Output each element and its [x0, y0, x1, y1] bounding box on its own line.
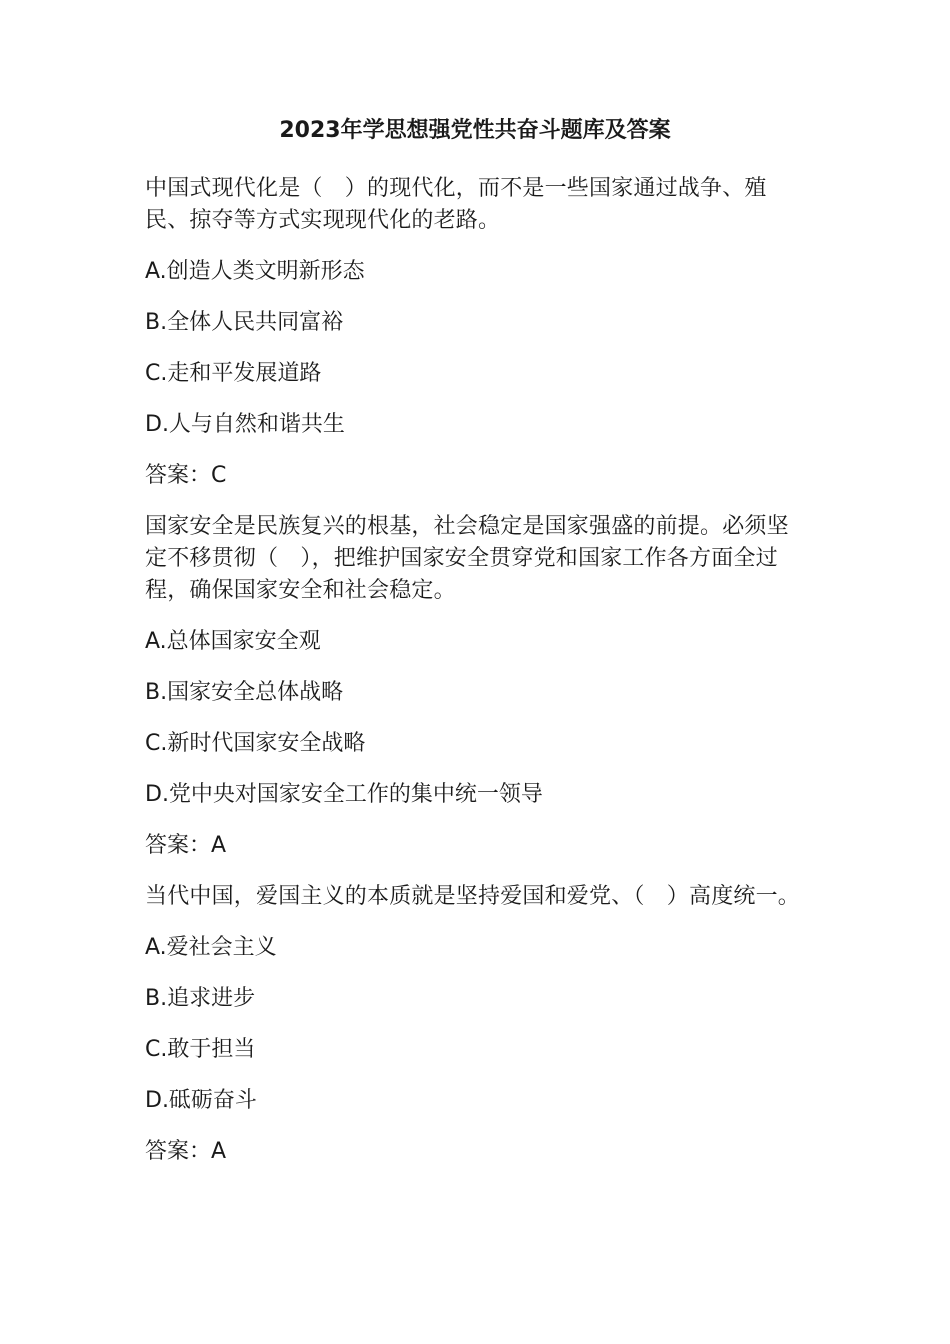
option-a: A.总体国家安全观: [145, 629, 321, 654]
option-c: C.走和平发展道路: [145, 361, 322, 386]
question-1: [145, 173, 805, 492]
answer-line: [145, 1136, 805, 1168]
answer-line: [145, 830, 805, 862]
question-text: 当代中国，爱国主义的本质就是坚持爱国和爱党、（ ）高度统一。: [145, 884, 801, 909]
answer-value: C: [211, 463, 227, 488]
option-c: C.新时代国家安全战略: [145, 731, 366, 756]
option-d: D.砥砺奋斗: [145, 1088, 257, 1113]
option-a: A.爱社会主义: [145, 935, 277, 960]
document-title: 2023年学思想强党性共奋斗题库及答案: [279, 118, 671, 143]
question-2: [145, 511, 805, 862]
answer-label: 答案：: [145, 1139, 212, 1164]
option-d: D.人与自然和谐共生: [145, 412, 345, 437]
answer-line: [145, 460, 805, 492]
option-c: C.敢于担当: [145, 1037, 256, 1062]
option-b: B.追求进步: [145, 986, 256, 1011]
question-text: 国家安全是民族复兴的根基，社会稳定是国家强盛的前提。必须坚定不移贯彻（ ），把维护国家安全贯穿党和国家工作各方面全过程，确保国家安全和社会稳定。: [145, 514, 789, 603]
document-body: [145, 115, 805, 1187]
answer-label: 答案：: [145, 833, 212, 858]
question-text: 中国式现代化是（ ）的现代化，而不是一些国家通过战争、殖民、掠夺等方式实现现代化的老路。: [145, 176, 767, 233]
option-a: A.创造人类文明新形态: [145, 259, 365, 284]
answer-value: A: [211, 833, 227, 858]
option-b: B.全体人民共同富裕: [145, 310, 344, 335]
answer-value: A: [211, 1139, 227, 1164]
option-d: D.党中央对国家安全工作的集中统一领导: [145, 782, 543, 807]
option-b: B.国家安全总体战略: [145, 680, 344, 705]
answer-label: 答案：: [145, 463, 212, 488]
question-3: [145, 881, 805, 1168]
